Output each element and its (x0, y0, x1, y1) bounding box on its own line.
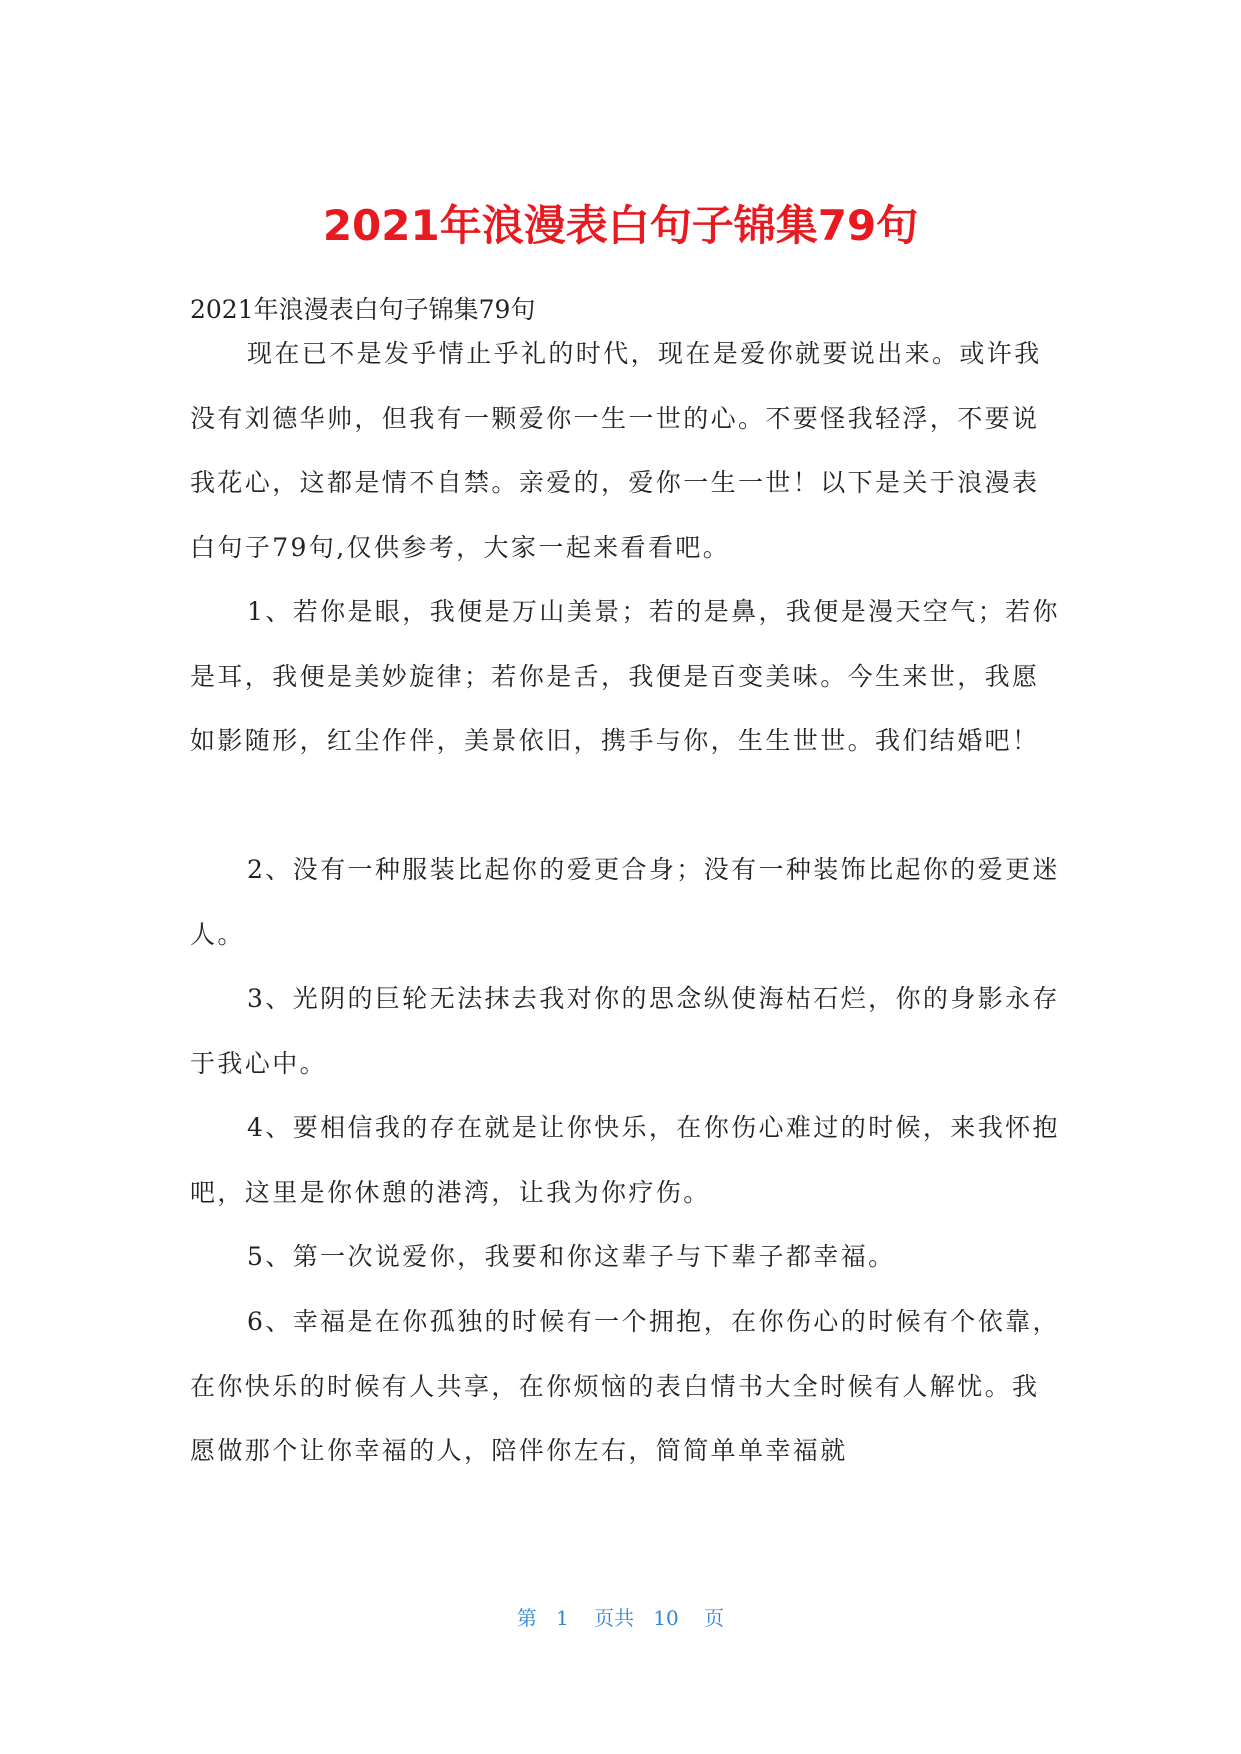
footer-prefix: 第 (516, 1606, 537, 1630)
footer-page-number: 1 (555, 1606, 569, 1630)
paragraph-item-4: 4、要相信我的存在就是让你快乐，在你伤心难过的时候，来我怀抱吧，这里是你休憩的港湾，让我为你疗伤。 (190, 1113, 1060, 1207)
paragraph-item-3: 3、光阴的巨轮无法抹去我对你的思念纵使海枯石烂，你的身影永存于我心中。 (190, 984, 1060, 1078)
paragraph-item-5: 5、第一次说爱你，我要和你这辈子与下辈子都幸福。 (247, 1242, 896, 1271)
paragraph-item-2: 2、没有一种服装比起你的爱更合身；没有一种装饰比起你的爱更迷人。 (190, 855, 1060, 949)
document-subtitle: 2021年浪漫表白句子锦集79句 (190, 295, 536, 324)
page-title: 2021年浪漫表白句子锦集79句 (322, 201, 919, 250)
intro-paragraph: 现在已不是发乎情止乎礼的时代，现在是爱你就要说出来。或许我没有刘德华帅，但我有一颗爱你一生一世的心。不要怪我轻浮，不要说我花心，这都是情不自禁。亲爱的，爱你一生一世！以下是关于浪漫表白句子79句,仅供参考，大家一起来看看吧。 (190, 339, 1042, 562)
paragraph-item-6: 6、幸福是在你孤独的时候有一个拥抱，在你伤心的时候有个依靠，在你快乐的时候有人共享，在你烦恼的表白情书大全时候有人解忧。我愿做那个让你幸福的人，陪伴你左右，简简单单幸福就 (190, 1307, 1060, 1465)
paragraph-item-1: 1、若你是眼，我便是万山美景；若的是鼻，我便是漫天空气；若你是耳，我便是美妙旋律；若你是舌，我便是百变美味。今生来世，我愿如影随形，红尘作伴，美景依旧，携手与你，生生世世。我们结婚吧！ (190, 597, 1060, 755)
footer-middle: 页共 (594, 1606, 635, 1630)
page-footer (0, 1603, 1241, 1633)
footer-suffix: 页 (704, 1606, 725, 1630)
footer-total-pages: 10 (653, 1606, 679, 1630)
